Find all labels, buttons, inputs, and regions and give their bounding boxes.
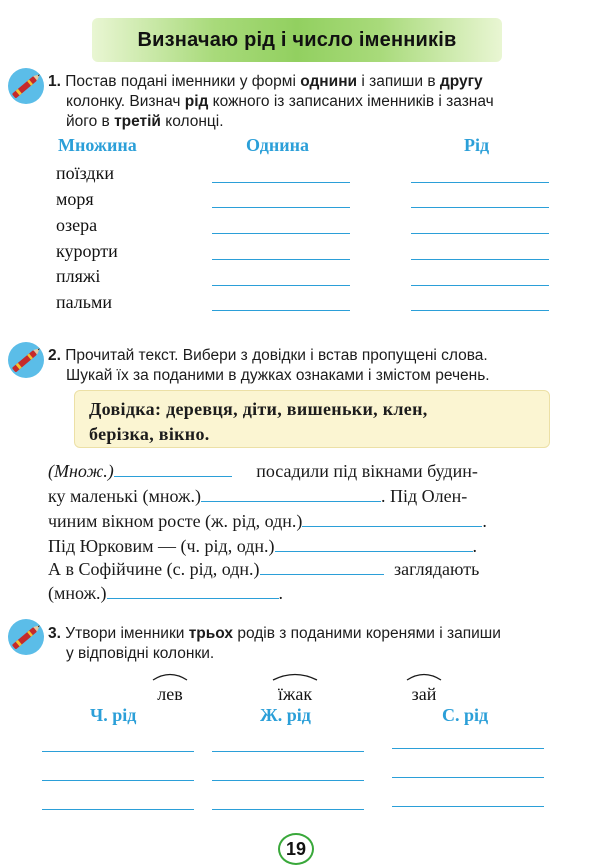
task1-word: курорти bbox=[56, 241, 118, 261]
text-line bbox=[48, 460, 478, 482]
answer-line-neuter[interactable] bbox=[392, 748, 544, 749]
root-arc-icon bbox=[270, 671, 320, 681]
text-fragment: заглядають bbox=[394, 559, 480, 579]
task1-word: пляжі bbox=[56, 266, 101, 286]
task1-bold: третій bbox=[114, 113, 161, 130]
root-arc-icon bbox=[150, 671, 190, 681]
task1-text: колонці. bbox=[160, 113, 224, 130]
text-fragment: . bbox=[278, 583, 283, 603]
answer-line-masculine[interactable] bbox=[42, 751, 194, 752]
answer-line-singular[interactable] bbox=[212, 310, 350, 311]
pen-icon bbox=[6, 66, 46, 111]
fill-blank[interactable] bbox=[201, 485, 381, 502]
answer-line-gender[interactable] bbox=[411, 182, 549, 183]
answer-line-gender[interactable] bbox=[411, 310, 549, 311]
answer-line-feminine[interactable] bbox=[212, 751, 364, 752]
answer-line-neuter[interactable] bbox=[392, 777, 544, 778]
root-item bbox=[270, 668, 320, 705]
task1-number: 1. bbox=[48, 73, 61, 90]
root-item bbox=[404, 668, 444, 705]
text-line bbox=[48, 485, 467, 507]
task1-instructions bbox=[48, 72, 593, 132]
answer-line-masculine[interactable] bbox=[42, 780, 194, 781]
task1-header-gender: Рід bbox=[464, 135, 490, 155]
fill-blank[interactable] bbox=[302, 510, 482, 527]
task2-text: Шукай їх за поданими в дужках ознаками і змістом речень. bbox=[66, 367, 490, 384]
answer-line-singular[interactable] bbox=[212, 259, 350, 260]
root-word: зай bbox=[411, 684, 437, 704]
answer-line-gender[interactable] bbox=[411, 259, 549, 260]
task1-text: його в bbox=[66, 113, 115, 130]
hint-words: деревця, діти, вишеньки, клен, bbox=[161, 399, 428, 419]
text-fragment: . bbox=[472, 536, 477, 556]
task3-header-neuter: С. рід bbox=[442, 705, 489, 725]
answer-line-singular[interactable] bbox=[212, 182, 350, 183]
task3-header-feminine: Ж. рід bbox=[260, 705, 311, 725]
root-item bbox=[150, 668, 190, 705]
task1-bold: однини bbox=[300, 73, 358, 90]
text-line bbox=[48, 535, 477, 557]
pen-icon bbox=[6, 617, 46, 662]
fill-blank[interactable] bbox=[107, 582, 279, 599]
title-banner bbox=[92, 18, 502, 62]
task1-word: озера bbox=[56, 215, 98, 235]
page-number bbox=[278, 833, 314, 865]
task2-text: Прочитай текст. Вибери з довідки і встав пропущені слова. bbox=[65, 347, 488, 364]
hint-box bbox=[74, 390, 550, 448]
answer-line-singular[interactable] bbox=[212, 285, 350, 286]
task1-text: Постав подані іменники у формі bbox=[65, 73, 301, 90]
task1-word: пальми bbox=[56, 292, 112, 312]
text-fragment: А в Софійчине (с. рід, одн.) bbox=[48, 559, 260, 579]
hint-label: Довідка: bbox=[89, 399, 162, 419]
page-title: Визначаю рід і число іменників bbox=[137, 28, 457, 51]
task3-bold: трьох bbox=[188, 625, 234, 642]
text-line bbox=[48, 582, 283, 604]
answer-line-feminine[interactable] bbox=[212, 809, 364, 810]
answer-line-singular[interactable] bbox=[212, 207, 350, 208]
text-fragment: (множ.) bbox=[48, 583, 107, 603]
answer-line-gender[interactable] bbox=[411, 233, 549, 234]
fill-blank[interactable] bbox=[260, 558, 384, 575]
text-fragment: Під Юрковим — (ч. рід, одн.) bbox=[48, 536, 275, 556]
fill-blank[interactable] bbox=[275, 535, 473, 552]
task1-header-singular: Однина bbox=[246, 135, 309, 155]
task1-header-plural: Множина bbox=[58, 135, 137, 155]
task2-instructions bbox=[48, 346, 593, 386]
task3-header-masculine: Ч. рід bbox=[90, 705, 137, 725]
answer-line-masculine[interactable] bbox=[42, 809, 194, 810]
text-fragment: . bbox=[482, 511, 487, 531]
answer-line-feminine[interactable] bbox=[212, 780, 364, 781]
task1-text: і запиши в bbox=[357, 73, 440, 90]
hint-words: берізка, вікно. bbox=[89, 424, 210, 444]
answer-line-gender[interactable] bbox=[411, 207, 549, 208]
task2-number: 2. bbox=[48, 347, 61, 364]
text-fragment: . Під Олен- bbox=[380, 486, 468, 506]
page-number-text: 19 bbox=[285, 838, 307, 859]
root-word: лев bbox=[157, 684, 183, 704]
task3-text: родів з поданими коренями і запиши bbox=[233, 625, 501, 642]
fill-blank[interactable] bbox=[114, 460, 232, 477]
task1-word: моря bbox=[56, 189, 94, 209]
text-fragment: посадили під вікнами будин- bbox=[256, 461, 478, 481]
text-line bbox=[48, 510, 487, 532]
task3-instructions bbox=[48, 624, 593, 664]
root-arc-icon bbox=[404, 671, 444, 681]
root-word: їжак bbox=[277, 684, 313, 704]
task3-text: Утвори іменники bbox=[65, 625, 189, 642]
pen-icon bbox=[6, 340, 46, 385]
task3-text: у відповідні колонки. bbox=[66, 645, 215, 662]
task1-text: кожного із записаних іменників і зазнач bbox=[208, 93, 494, 110]
text-line bbox=[48, 558, 479, 580]
task1-text: колонку. Визнач bbox=[66, 93, 185, 110]
task1-bold: рід bbox=[184, 93, 209, 110]
answer-line-singular[interactable] bbox=[212, 233, 350, 234]
task1-word: поїздки bbox=[56, 163, 114, 183]
text-fragment: ку маленькі (множ.) bbox=[48, 486, 201, 506]
text-fragment: чиним вікном росте (ж. рід, одн.) bbox=[48, 511, 303, 531]
text-fragment: (Множ.) bbox=[48, 461, 114, 481]
answer-line-neuter[interactable] bbox=[392, 806, 544, 807]
answer-line-gender[interactable] bbox=[411, 285, 549, 286]
task1-bold: другу bbox=[439, 73, 483, 90]
task3-number: 3. bbox=[48, 625, 61, 642]
